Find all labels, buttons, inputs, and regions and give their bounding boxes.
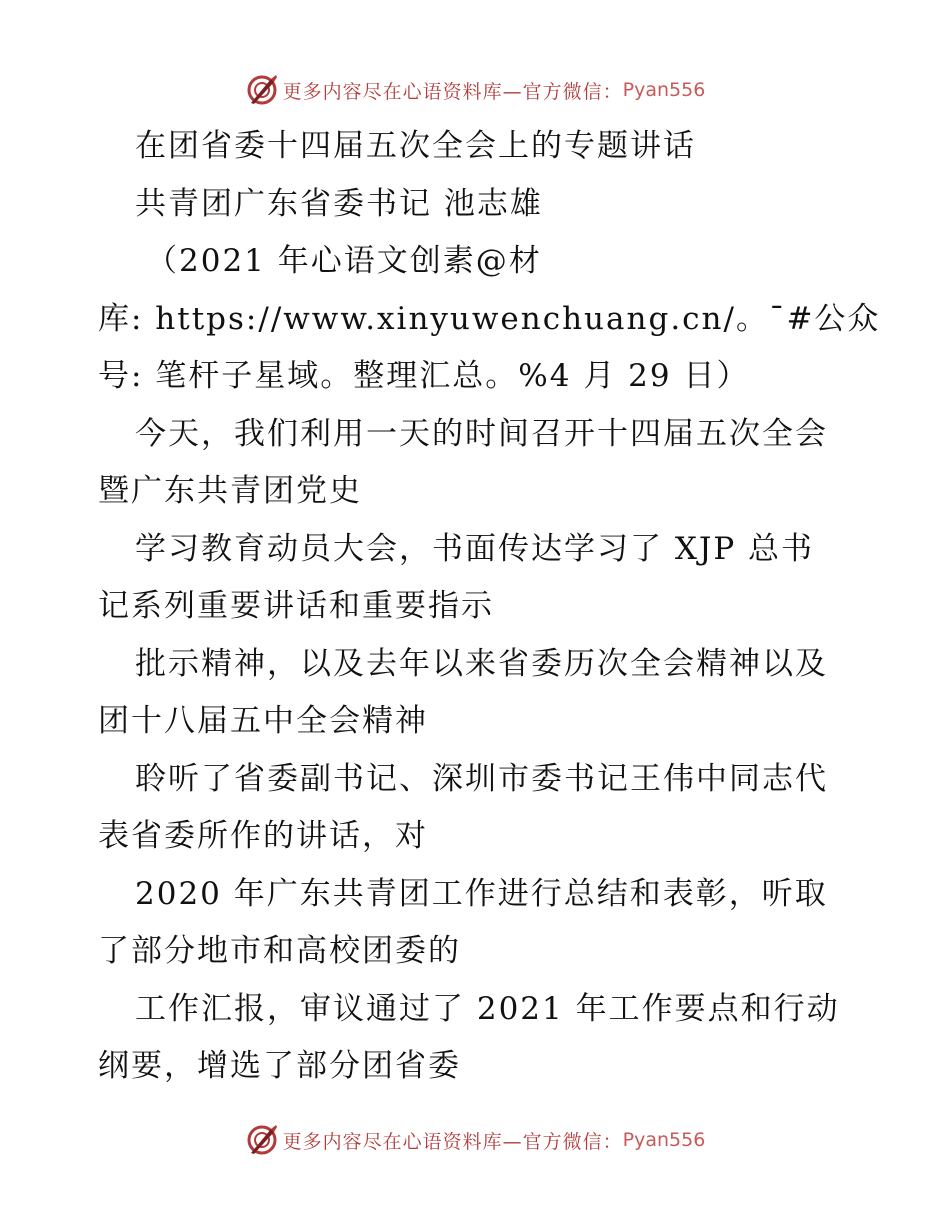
- banner-contact: Pyan556: [622, 1129, 706, 1151]
- header-watermark-banner: [0, 70, 950, 110]
- banner-text: 更多内容尽在心语资料库—官方微信：: [282, 1130, 623, 1153]
- text-line: 号: 笔杆子星域。整理汇总。%4 月 29 日）: [98, 358, 750, 394]
- text-line: 库: https://www.xinyuwenchuang.cn/。¯#公众: [98, 300, 881, 337]
- quill-pen-circle-icon: [245, 73, 279, 107]
- text-line: 纲要，增选了部分团省委: [98, 1048, 461, 1084]
- document-body: [98, 118, 881, 1096]
- text-line: 2020 年广东共青团工作进行总结和表彰，听取: [135, 875, 828, 912]
- text-line: 暨广东共青团党史: [98, 473, 362, 509]
- text-line: 表省委所作的讲话，对: [98, 818, 428, 854]
- text-line: 今天，我们利用一天的时间召开十四届五次全会: [135, 415, 828, 452]
- text-line: 批示精神，以及去年以来省委历次全会精神以及: [135, 645, 828, 682]
- text-line: 工作汇报，审议通过了 2021 年工作要点和行动: [135, 990, 840, 1027]
- text-line: （2021 年心语文创素@材: [146, 243, 542, 279]
- quill-pen-circle-icon: [245, 1123, 279, 1157]
- footer-watermark-banner: [0, 1120, 950, 1160]
- banner-text: 更多内容尽在心语资料库—官方微信：: [282, 80, 623, 103]
- text-line: 了部分地市和高校团委的: [98, 933, 461, 969]
- text-line: 记系列重要讲话和重要指示: [98, 588, 494, 624]
- document-title: 在团省委十四届五次全会上的专题讲话: [135, 128, 696, 164]
- text-line: 聆听了省委副书记、深圳市委书记王伟中同志代: [135, 760, 828, 797]
- text-line: 学习教育动员大会，书面传达学习了 XJP 总书: [135, 530, 815, 567]
- text-line: 团十八届五中全会精神: [98, 703, 428, 739]
- banner-contact: Pyan556: [622, 79, 706, 101]
- document-author: 共青团广东省委书记 池志雄: [135, 185, 543, 222]
